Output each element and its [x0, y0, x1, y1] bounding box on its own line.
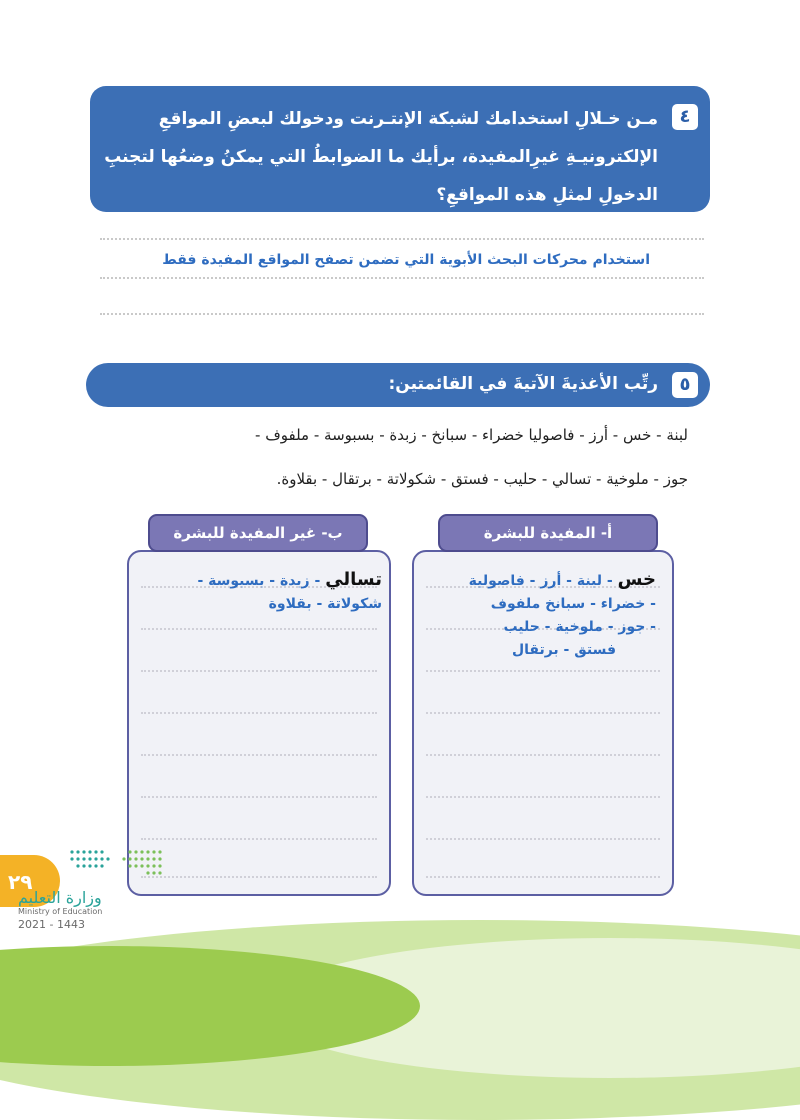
- ministry-logo: [18, 880, 128, 931]
- edition-year: 2021 - 1443: [18, 918, 85, 931]
- ministry-name-en: Ministry of Education: [18, 907, 103, 916]
- question-4-answer: استخدام محركات البحث الأبوية التي تضمن تصفح المواقع المفيدة فقط: [162, 252, 650, 268]
- column-a-title: أ- المفيدة للبشرة: [438, 514, 658, 552]
- column-b-lead: تسالي: [325, 569, 382, 590]
- question-4-banner: [90, 86, 710, 212]
- question-5-text: رتِّب الأغذيةَ الآتيةَ في القائمتين:: [388, 374, 658, 394]
- column-a-lead: خس: [617, 569, 656, 590]
- answer-line: [100, 277, 704, 279]
- foods-list-line-2: جوز - ملوخية - تسالي - حليب - فستق - شكولاتة - برتقال - بقلاوة.: [276, 470, 688, 488]
- question-5-number: ٥: [672, 372, 698, 398]
- foods-list-line-1: لبنة - خس - أرز - فاصوليا خضراء - سبانخ - زبدة - بسبوسة - ملفوف -: [255, 426, 688, 444]
- column-a-line-1: - لبنة - أرز - فاصولية: [468, 573, 618, 589]
- column-a-line-3: - جوز - ملوخية - حليب: [503, 619, 656, 635]
- ministry-logo-icon: [68, 846, 164, 878]
- column-a-line-2: - خضراء - سبانخ ملفوف: [490, 596, 656, 612]
- ministry-name-ar: وزارة التعليم: [18, 888, 102, 907]
- answer-line: [100, 313, 704, 315]
- column-b-line-1: - زبدة - بسبوسة -: [197, 573, 326, 589]
- question-5-banner: [86, 363, 710, 407]
- column-b-answer: [150, 568, 382, 616]
- column-b-line-2: شكولاتة - بقلاوة: [268, 596, 382, 612]
- answer-line: [100, 238, 704, 240]
- page-number: ٢٩: [8, 870, 33, 894]
- question-4-text: مـن خـلالِ استخدامك لشبكة الإنتـرنت ودخولك لبعضِ المواقعِ الإلكترونيـةِ غيرِالمفيدة، برأيك ما الضوابطُ التي يمكنُ وضعُها لتجنبِ الدخولِ لمثلِ هذه المواقعِ؟: [104, 109, 658, 205]
- question-4-number: ٤: [672, 104, 698, 130]
- column-a-answer: [420, 568, 656, 662]
- column-b-title: ب- غير المفيدة للبشرة: [148, 514, 368, 552]
- column-a-line-4: فستق - برتقال: [511, 642, 616, 658]
